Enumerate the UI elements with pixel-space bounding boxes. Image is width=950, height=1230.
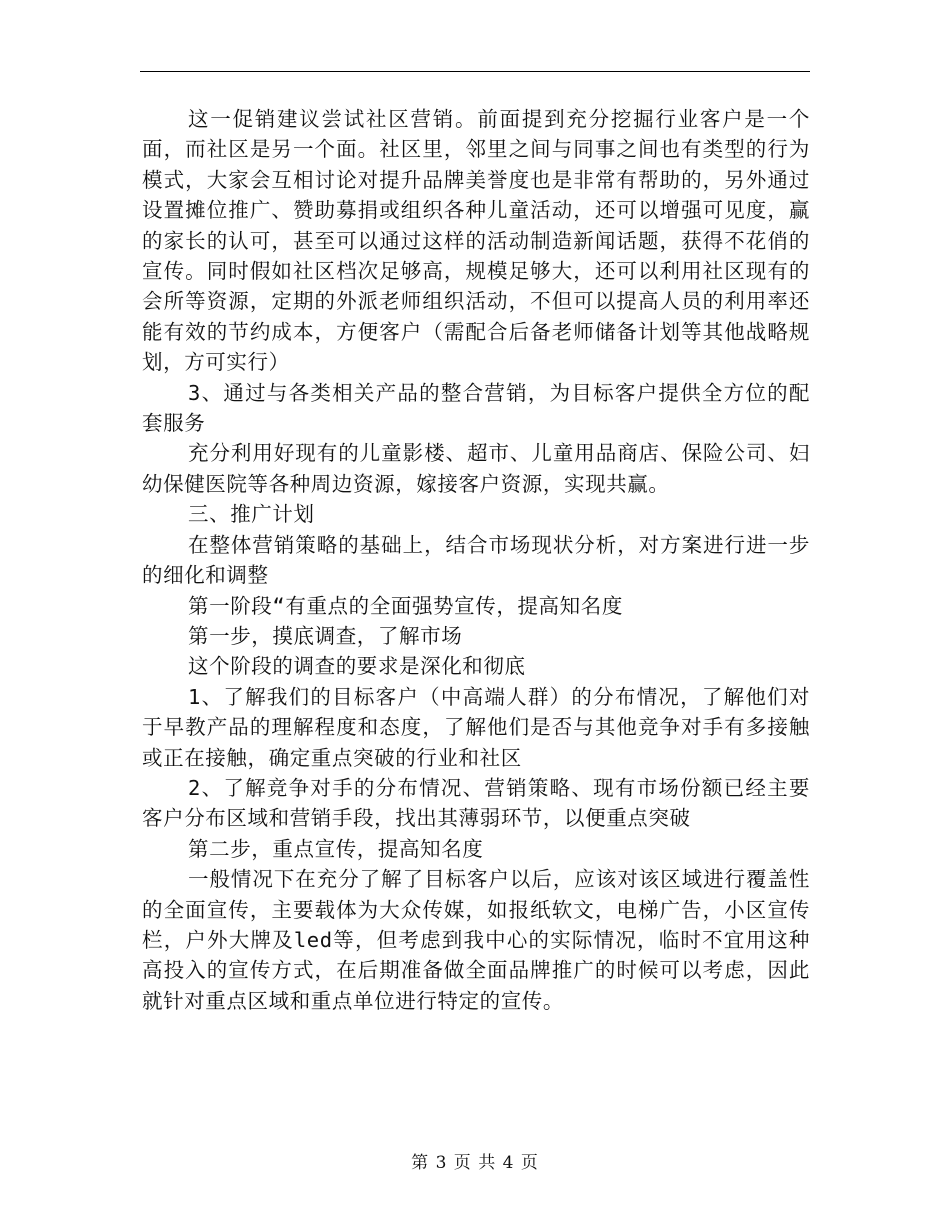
- step-two-heading: 第二步，重点宣传，提高知名度: [188, 836, 484, 861]
- document-body: [142, 104, 810, 1016]
- page-number-footer: 第 3 页 共 4 页: [411, 1153, 539, 1173]
- paragraph-integrated-marketing-heading: 3、通过与各类相关产品的整合营销，为目标客户提供全方位的配套服务: [142, 380, 810, 436]
- section-heading-promotion-plan: 三、推广计划: [188, 502, 315, 527]
- paragraph-surrounding-resources: 充分利用好现有的儿童影楼、超市、儿童用品商店、保险公司、妇幼保健医院等各种周边资源，嫁接客户资源，实现共赢。: [142, 441, 810, 496]
- paragraph-plan-refinement: 在整体营销策略的基础上，结合市场现状分析，对方案进行进一步的细化和调整: [142, 532, 810, 588]
- step-one-heading: 第一步，摸底调查，了解市场: [188, 623, 463, 648]
- phase-one-heading: 第一阶段“有重点的全面强势宣传，提高知名度: [188, 593, 623, 618]
- list-item-competitors: 2、了解竞争对手的分布情况、营销策略、现有市场份额已经主要客户分布区域和营销手段，找出其薄弱环节，以便重点突破: [142, 775, 810, 831]
- paragraph-publicity-approach: 一般情况下在充分了解了目标客户以后，应该对该区域进行覆盖性的全面宣传，主要载体为大众传媒，如报纸软文，电梯广告，小区宣传栏，户外大牌及led等，但考虑到我中心的实际情况，临时不宜用这种高投入的宣传方式，在后期准备做全面品牌推广的时候可以考虑，因此就针对重点区域和重点单位进行特定的宣传。: [142, 867, 810, 1013]
- list-item-target-customers: 1、了解我们的目标客户（中高端人群）的分布情况，了解他们对于早教产品的理解程度和态度，了解他们是否与其他竞争对手有多接触或正在接触，确定重点突破的行业和社区: [142, 684, 810, 770]
- paragraph-survey-requirement: 这个阶段的调查的要求是深化和彻底: [188, 654, 526, 679]
- header-rule: [140, 71, 810, 72]
- paragraph-community-marketing: 这一促销建议尝试社区营销。前面提到充分挖掘行业客户是一个面，而社区是另一个面。社区里，邻里之间与同事之间也有类型的行为模式，大家会互相讨论对提升品牌美誉度也是非常有帮助的，另外通过设置摊位推广、赞助募捐或组织各种儿童活动，还可以增强可见度，赢的家长的认可，甚至可以通过这样的活动制造新闻话题，获得不花俏的宣传。同时假如社区档次足够高，规模足够大，还可以利用社区现有的会所等资源，定期的外派老师组织活动，不但可以提高人员的利用率还能有效的节约成本，方便客户（需配合后备老师储备计划等其他战略规划，方可实行）: [142, 107, 810, 375]
